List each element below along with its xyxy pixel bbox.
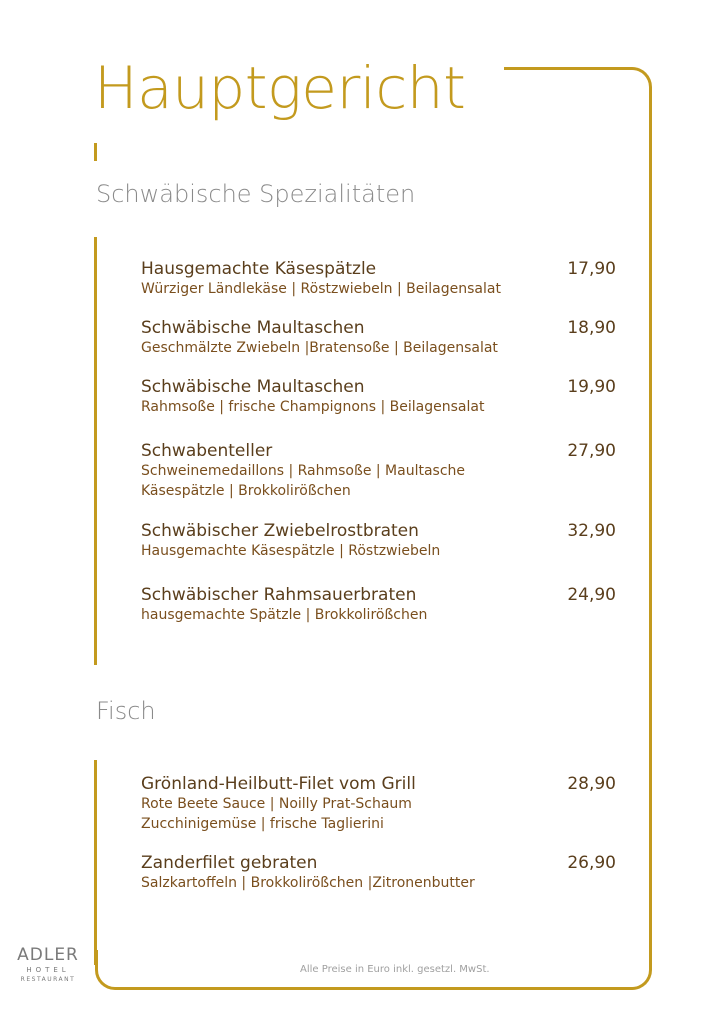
- item-description: Würziger Ländlekäse | Röstzwiebeln | Beilagensalat: [141, 281, 501, 297]
- item-description: Geschmälzte Zwiebeln |Bratensoße | Beilagensalat: [141, 340, 498, 356]
- item-description: Rote Beete Sauce | Noilly Prat-Schaum Zucchinigemüse | frische Taglierini: [141, 796, 412, 832]
- menu-item: [141, 521, 616, 561]
- menu-item: [141, 441, 616, 501]
- logo-name: ADLER: [17, 945, 79, 965]
- title-accent-bar: [94, 143, 97, 161]
- section-accent-bar-spezialitaeten: [94, 237, 97, 665]
- menu-item: [141, 259, 616, 299]
- menu-item: [141, 377, 616, 417]
- item-name: Schwabenteller: [141, 441, 273, 461]
- item-price: 18,90: [567, 318, 616, 338]
- item-name: Schwäbische Maultaschen: [141, 377, 365, 397]
- section-title-fisch: Fisch: [96, 697, 156, 725]
- item-price: 28,90: [567, 774, 616, 794]
- item-price: 26,90: [567, 853, 616, 873]
- page-title: Hauptgericht: [94, 54, 466, 122]
- item-name: Grönland-Heilbutt-Filet vom Grill: [141, 774, 416, 794]
- item-price: 32,90: [567, 521, 616, 541]
- item-name: Hausgemachte Käsespätzle: [141, 259, 377, 279]
- adler-logo: [12, 945, 84, 985]
- footer-price-note: Alle Preise in Euro inkl. gesetzl. MwSt.: [300, 964, 490, 975]
- menu-item: [141, 585, 616, 625]
- item-description: hausgemachte Spätzle | Brokkolirößchen: [141, 607, 428, 623]
- item-name: Schwäbischer Rahmsauerbraten: [141, 585, 417, 605]
- frame-right-border: [649, 95, 652, 965]
- section-accent-bar-fisch: [94, 760, 97, 965]
- menu-item: [141, 774, 616, 834]
- item-price: 19,90: [567, 377, 616, 397]
- item-price: 17,90: [567, 259, 616, 279]
- item-name: Schwäbischer Zwiebelrostbraten: [141, 521, 419, 541]
- item-price: 27,90: [567, 441, 616, 461]
- item-description: Hausgemachte Käsespätzle | Röstzwiebeln: [141, 543, 441, 559]
- section-title-spezialitaeten: Schwäbische Spezialitäten: [96, 180, 416, 208]
- item-price: 24,90: [567, 585, 616, 605]
- item-description: Salzkartoffeln | Brokkolirößchen |Zitronenbutter: [141, 875, 475, 891]
- item-description: Rahmsoße | frische Champignons | Beilagensalat: [141, 399, 485, 415]
- item-name: Zanderfilet gebraten: [141, 853, 318, 873]
- menu-item: [141, 853, 616, 893]
- item-name: Schwäbische Maultaschen: [141, 318, 365, 338]
- logo-hotel: HOTEL: [26, 966, 70, 974]
- logo-restaurant: RESTAURANT: [20, 976, 76, 983]
- frame-top-border: [504, 67, 652, 97]
- item-description: Schweinemedaillons | Rahmsoße | Maultasche Käsespätzle | Brokkolirößchen: [141, 463, 466, 499]
- menu-item: [141, 318, 616, 358]
